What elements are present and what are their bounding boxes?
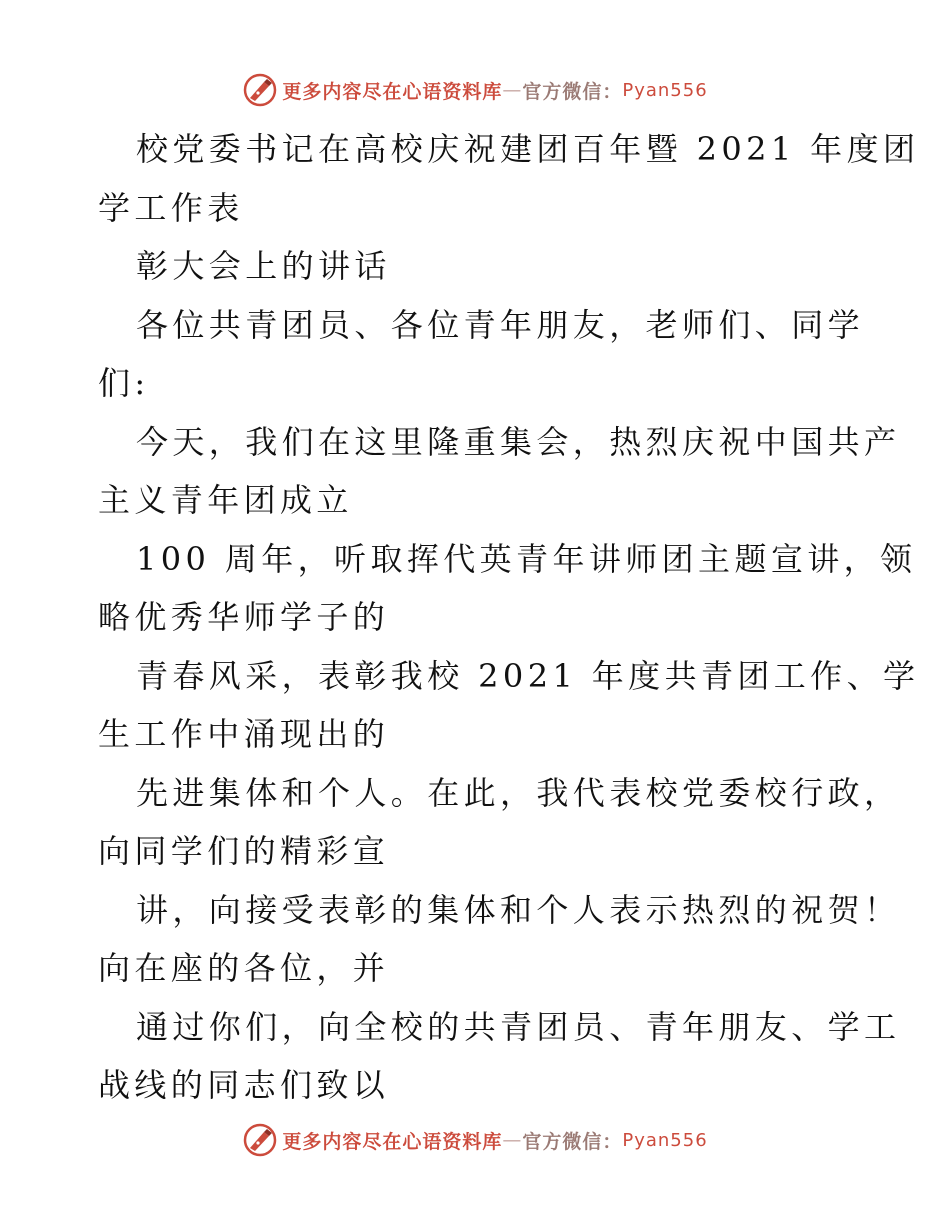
- banner-wechat-id: Pyan556: [622, 1129, 708, 1151]
- banner-wechat-label: 官方微信：: [522, 80, 623, 103]
- banner-dash: —: [502, 1129, 523, 1151]
- text-line: 略优秀华师学子的: [98, 598, 390, 636]
- text-line: 向同学们的精彩宣: [98, 832, 390, 870]
- banner-dash: —: [502, 79, 523, 101]
- banner-text: 更多内容尽在心语资料库: [282, 1130, 503, 1153]
- text-line: 先进集体和个人。在此，我代表校党委校行政，: [136, 773, 901, 812]
- text-line: 各位共青团员、各位青年朋友，老师们、同学: [136, 305, 865, 344]
- banner-wechat-label: 官方微信：: [522, 1130, 623, 1153]
- text-line: 通过你们，向全校的共青团员、青年朋友、学工: [136, 1007, 901, 1046]
- text-line: 们:: [98, 364, 150, 402]
- text-line: 青春风采，表彰我校 2021 年度共青团工作、学: [136, 656, 920, 695]
- text-line: 讲，向接受表彰的集体和个人表示热烈的祝贺！: [136, 890, 901, 929]
- footer-banner: [0, 1120, 950, 1160]
- banner-wechat-id: Pyan556: [622, 79, 708, 101]
- text-line: 主义青年团成立: [98, 481, 353, 519]
- text-line: 今天，我们在这里隆重集会，热烈庆祝中国共产: [136, 422, 901, 461]
- text-line: 生工作中涌现出的: [98, 715, 390, 753]
- pen-nib-logo-icon: [242, 72, 278, 108]
- text-line: 彰大会上的讲话: [136, 247, 391, 285]
- banner-text: 更多内容尽在心语资料库: [282, 80, 503, 103]
- text-line: 100 周年，听取挥代英青年讲师团主题宣讲，领: [136, 539, 917, 578]
- document-body: [98, 120, 920, 1115]
- text-line: 学工作表: [98, 188, 244, 227]
- text-line: 校党委书记在高校庆祝建团百年暨 2021 年度团: [136, 130, 920, 168]
- text-line: 向在座的各位，并: [98, 949, 390, 987]
- text-line: 战线的同志们致以: [98, 1066, 390, 1104]
- header-banner: [0, 70, 950, 110]
- pen-nib-logo-icon: [242, 1122, 278, 1158]
